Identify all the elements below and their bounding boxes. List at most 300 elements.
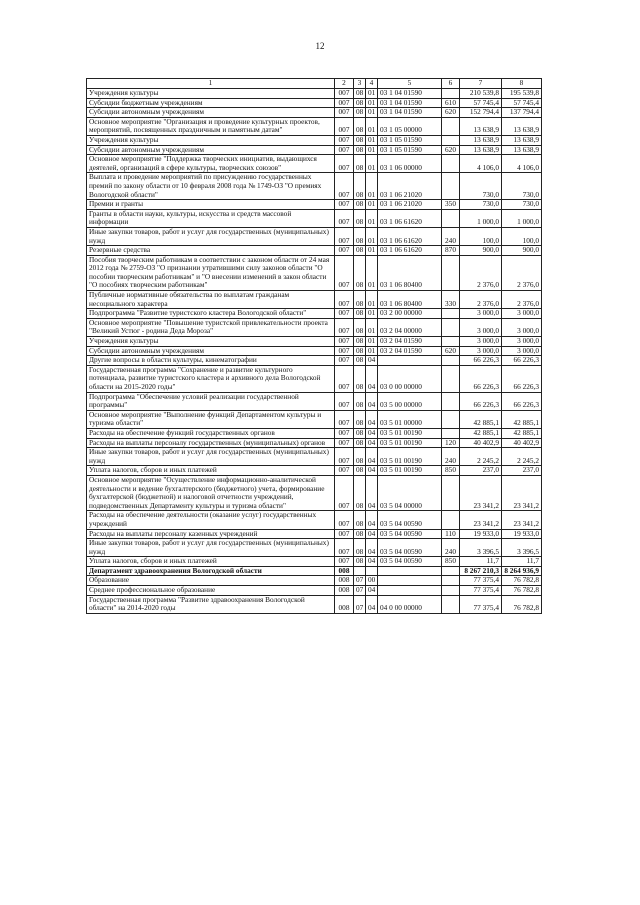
section-code-cell: 08 bbox=[354, 155, 366, 173]
ministry-code-cell: 007 bbox=[335, 392, 354, 410]
subsection-code-cell: 01 bbox=[366, 346, 378, 356]
subsection-code-cell: 01 bbox=[366, 227, 378, 245]
subsection-code-cell: 01 bbox=[366, 200, 378, 210]
amount-year1-cell: 66 226,3 bbox=[460, 392, 502, 410]
ministry-code-cell: 007 bbox=[335, 309, 354, 319]
item-name-cell: Гранты в области науки, культуры, искусства и средств массовой информации bbox=[87, 209, 335, 227]
subsection-code-cell: 04 bbox=[366, 466, 378, 476]
section-code-cell: 08 bbox=[354, 200, 366, 210]
amount-year2-cell: 76 782,8 bbox=[502, 595, 542, 613]
section-code-cell: 08 bbox=[354, 475, 366, 510]
section-code-cell: 08 bbox=[354, 428, 366, 438]
item-name-cell: Среднее профессиональное образование bbox=[87, 586, 335, 596]
section-code-cell: 08 bbox=[354, 227, 366, 245]
subsection-code-cell: 01 bbox=[366, 318, 378, 336]
amount-year1-cell: 3 000,0 bbox=[460, 309, 502, 319]
target-article-cell: 03 2 04 00000 bbox=[378, 318, 442, 336]
expense-type-cell: 850 bbox=[442, 466, 460, 476]
target-article-cell: 03 2 04 01590 bbox=[378, 337, 442, 347]
ministry-code-cell: 007 bbox=[335, 173, 354, 200]
amount-year2-cell: 2 376,0 bbox=[502, 291, 542, 309]
expense-type-cell bbox=[442, 117, 460, 135]
target-article-cell: 03 1 06 21020 bbox=[378, 200, 442, 210]
amount-year1-cell: 3 000,0 bbox=[460, 337, 502, 347]
target-article-cell: 03 1 05 01590 bbox=[378, 135, 442, 145]
subsection-code-cell: 01 bbox=[366, 173, 378, 200]
amount-year2-cell: 42 885,1 bbox=[502, 428, 542, 438]
amount-year1-cell: 1 000,0 bbox=[460, 209, 502, 227]
subsection-code-cell: 01 bbox=[366, 255, 378, 290]
target-article-cell: 03 1 05 00000 bbox=[378, 117, 442, 135]
section-code-cell: 08 bbox=[354, 410, 366, 428]
amount-year2-cell: 900,0 bbox=[502, 246, 542, 256]
ministry-code-cell: 007 bbox=[335, 291, 354, 309]
expense-type-cell: 610 bbox=[442, 98, 460, 108]
subsection-code-cell: 00 bbox=[366, 576, 378, 586]
subsection-code-cell bbox=[366, 566, 378, 576]
item-name-cell: Основное мероприятие "Осуществление информационно-аналитической деятельности и ведение бухгалтерского (бюджетного) учета, формирование бухгалтерской (бюджетной) и налоговой отчетности учреждений, подведомственных Департаменту культуры и туризма области" bbox=[87, 475, 335, 510]
amount-year1-cell: 57 745,4 bbox=[460, 98, 502, 108]
column-number: 2 bbox=[335, 79, 354, 89]
amount-year1-cell: 42 885,1 bbox=[460, 428, 502, 438]
amount-year1-cell: 66 226,3 bbox=[460, 365, 502, 392]
amount-year2-cell: 42 885,1 bbox=[502, 410, 542, 428]
amount-year1-cell: 2 376,0 bbox=[460, 291, 502, 309]
amount-year2-cell: 237,0 bbox=[502, 466, 542, 476]
page-number: 12 bbox=[315, 41, 325, 51]
subsection-code-cell: 04 bbox=[366, 448, 378, 466]
ministry-code-cell: 007 bbox=[335, 135, 354, 145]
subsection-code-cell: 01 bbox=[366, 155, 378, 173]
table-row bbox=[87, 318, 542, 336]
subsection-code-cell: 01 bbox=[366, 145, 378, 155]
item-name-cell: Расходы на выплаты персоналу государственных (муниципальных) органов bbox=[87, 438, 335, 448]
section-code-cell: 08 bbox=[354, 209, 366, 227]
subsection-code-cell: 01 bbox=[366, 108, 378, 118]
amount-year1-cell: 2 245,2 bbox=[460, 448, 502, 466]
item-name-cell: Государственная программа "Развитие здравоохранения Вологодской области" на 2014-2020 годы bbox=[87, 595, 335, 613]
subsection-code-cell: 01 bbox=[366, 337, 378, 347]
amount-year1-cell: 13 638,9 bbox=[460, 117, 502, 135]
table-row bbox=[87, 145, 542, 155]
target-article-cell bbox=[378, 566, 442, 576]
expense-type-cell: 240 bbox=[442, 227, 460, 245]
table-row bbox=[87, 566, 542, 576]
table-row bbox=[87, 529, 542, 539]
item-name-cell: Расходы на обеспечение деятельности (оказание услуг) государственных учреждений bbox=[87, 511, 335, 529]
amount-year1-cell: 3 396,5 bbox=[460, 539, 502, 557]
target-article-cell: 03 1 06 21020 bbox=[378, 173, 442, 200]
table-row bbox=[87, 255, 542, 290]
subsection-code-cell: 04 bbox=[366, 586, 378, 596]
expense-type-cell bbox=[442, 309, 460, 319]
amount-year2-cell: 76 782,8 bbox=[502, 576, 542, 586]
ministry-code-cell: 007 bbox=[335, 209, 354, 227]
item-name-cell: Иные закупки товаров, работ и услуг для государственных (муниципальных) нужд bbox=[87, 539, 335, 557]
amount-year1-cell: 13 638,9 bbox=[460, 145, 502, 155]
expense-type-cell bbox=[442, 356, 460, 366]
ministry-code-cell: 007 bbox=[335, 318, 354, 336]
column-number: 1 bbox=[87, 79, 335, 89]
ministry-code-cell: 007 bbox=[335, 511, 354, 529]
table-row bbox=[87, 557, 542, 567]
section-code-cell: 07 bbox=[354, 576, 366, 586]
expense-type-cell: 350 bbox=[442, 200, 460, 210]
column-number: 7 bbox=[460, 79, 502, 89]
section-code-cell: 08 bbox=[354, 356, 366, 366]
amount-year2-cell: 2 245,2 bbox=[502, 448, 542, 466]
subsection-code-cell: 04 bbox=[366, 529, 378, 539]
target-article-cell: 03 1 04 01590 bbox=[378, 98, 442, 108]
amount-year2-cell: 3 000,0 bbox=[502, 346, 542, 356]
target-article-cell: 03 1 06 00000 bbox=[378, 155, 442, 173]
subsection-code-cell: 04 bbox=[366, 539, 378, 557]
item-name-cell: Субсидии автономным учреждениям bbox=[87, 145, 335, 155]
expense-type-cell bbox=[442, 135, 460, 145]
item-name-cell: Пособия творческим работникам в соответствии с законом области от 24 мая 2012 года № 2759-ОЗ "О признании утратившими силу законов области "О пособии творческим работникам" и "О внесении изменений в закон области "О пособиях творческим работникам" bbox=[87, 255, 335, 290]
item-name-cell: Уплата налогов, сборов и иных платежей bbox=[87, 557, 335, 567]
subsection-code-cell: 04 bbox=[366, 356, 378, 366]
amount-year1-cell: 237,0 bbox=[460, 466, 502, 476]
section-code-cell: 08 bbox=[354, 89, 366, 99]
section-code-cell: 08 bbox=[354, 98, 366, 108]
target-article-cell: 03 1 04 01590 bbox=[378, 108, 442, 118]
section-code-cell: 08 bbox=[354, 438, 366, 448]
amount-year1-cell: 4 106,0 bbox=[460, 155, 502, 173]
ministry-code-cell: 007 bbox=[335, 346, 354, 356]
section-code-cell: 08 bbox=[354, 173, 366, 200]
item-name-cell: Государственная программа "Сохранение и развитие культурного потенциала, развитие туристского кластера и архивного дела Вологодской области на 2015-2020 годы" bbox=[87, 365, 335, 392]
target-article-cell: 03 5 01 00190 bbox=[378, 438, 442, 448]
subsection-code-cell: 01 bbox=[366, 117, 378, 135]
amount-year2-cell: 8 264 936,9 bbox=[502, 566, 542, 576]
target-article-cell: 03 2 04 01590 bbox=[378, 346, 442, 356]
item-name-cell: Субсидии автономным учреждениям bbox=[87, 346, 335, 356]
ministry-code-cell: 007 bbox=[335, 410, 354, 428]
table-row bbox=[87, 135, 542, 145]
subsection-code-cell: 04 bbox=[366, 475, 378, 510]
section-code-cell: 08 bbox=[354, 309, 366, 319]
amount-year1-cell: 8 267 210,3 bbox=[460, 566, 502, 576]
expense-type-cell: 850 bbox=[442, 557, 460, 567]
section-code-cell: 08 bbox=[354, 365, 366, 392]
expense-type-cell bbox=[442, 365, 460, 392]
section-code-cell: 07 bbox=[354, 595, 366, 613]
item-name-cell: Основное мероприятие "Выполнение функций Департаментом культуры и туризма области" bbox=[87, 410, 335, 428]
amount-year2-cell: 76 782,8 bbox=[502, 586, 542, 596]
amount-year1-cell: 2 376,0 bbox=[460, 255, 502, 290]
amount-year1-cell: 3 000,0 bbox=[460, 346, 502, 356]
amount-year1-cell: 730,0 bbox=[460, 200, 502, 210]
amount-year1-cell: 3 000,0 bbox=[460, 318, 502, 336]
item-name-cell: Субсидии автономным учреждениям bbox=[87, 108, 335, 118]
section-code-cell: 08 bbox=[354, 145, 366, 155]
target-article-cell: 03 1 06 61620 bbox=[378, 246, 442, 256]
expense-type-cell bbox=[442, 255, 460, 290]
expense-type-cell bbox=[442, 511, 460, 529]
target-article-cell: 04 0 00 00000 bbox=[378, 595, 442, 613]
section-code-cell bbox=[354, 566, 366, 576]
item-name-cell: Уплата налогов, сборов и иных платежей bbox=[87, 466, 335, 476]
item-name-cell: Премии и гранты bbox=[87, 200, 335, 210]
column-number: 4 bbox=[366, 79, 378, 89]
section-code-cell: 08 bbox=[354, 117, 366, 135]
item-name-cell: Учреждения культуры bbox=[87, 337, 335, 347]
amount-year2-cell: 66 226,3 bbox=[502, 365, 542, 392]
item-name-cell: Основное мероприятие "Поддержка творческих инициатив, выдающихся деятелей, организаций в сфере культуры, творческих союзов" bbox=[87, 155, 335, 173]
amount-year1-cell: 42 885,1 bbox=[460, 410, 502, 428]
amount-year2-cell: 195 539,8 bbox=[502, 89, 542, 99]
item-name-cell: Подпрограмма "Обеспечение условий реализации государственной программы" bbox=[87, 392, 335, 410]
table-row bbox=[87, 392, 542, 410]
expense-type-cell bbox=[442, 173, 460, 200]
amount-year2-cell: 3 000,0 bbox=[502, 309, 542, 319]
subsection-code-cell: 04 bbox=[366, 595, 378, 613]
subsection-code-cell: 04 bbox=[366, 392, 378, 410]
amount-year2-cell: 100,0 bbox=[502, 227, 542, 245]
section-code-cell: 08 bbox=[354, 135, 366, 145]
item-name-cell: Выплата и проведение мероприятий по присуждению государственных премий по закону области от 10 февраля 2008 года № 1749-ОЗ "О премиях Вологодской области" bbox=[87, 173, 335, 200]
amount-year2-cell: 11,7 bbox=[502, 557, 542, 567]
table-row bbox=[87, 448, 542, 466]
section-code-cell: 08 bbox=[354, 466, 366, 476]
section-code-cell: 08 bbox=[354, 511, 366, 529]
ministry-code-cell: 007 bbox=[335, 529, 354, 539]
ministry-code-cell: 007 bbox=[335, 145, 354, 155]
expense-type-cell bbox=[442, 155, 460, 173]
ministry-code-cell: 008 bbox=[335, 576, 354, 586]
ministry-code-cell: 007 bbox=[335, 475, 354, 510]
item-name-cell: Резервные средства bbox=[87, 246, 335, 256]
amount-year1-cell: 23 341,2 bbox=[460, 475, 502, 510]
table-row bbox=[87, 356, 542, 366]
section-code-cell: 08 bbox=[354, 108, 366, 118]
subsection-code-cell: 01 bbox=[366, 291, 378, 309]
item-name-cell: Иные закупки товаров, работ и услуг для государственных (муниципальных) нужд bbox=[87, 448, 335, 466]
column-number: 8 bbox=[502, 79, 542, 89]
expense-type-cell: 240 bbox=[442, 448, 460, 466]
item-name-cell: Основное мероприятие "Повышение туристской привлекательности проекта "Великий Устюг - родина Деда Мороза" bbox=[87, 318, 335, 336]
table-row bbox=[87, 200, 542, 210]
item-name-cell: Подпрограмма "Развитие туристского кластера Вологодской области" bbox=[87, 309, 335, 319]
ministry-code-cell: 007 bbox=[335, 155, 354, 173]
amount-year2-cell: 3 000,0 bbox=[502, 318, 542, 336]
target-article-cell: 03 5 01 00000 bbox=[378, 410, 442, 428]
section-code-cell: 08 bbox=[354, 246, 366, 256]
amount-year2-cell: 2 376,0 bbox=[502, 255, 542, 290]
target-article-cell: 03 5 04 00000 bbox=[378, 475, 442, 510]
amount-year2-cell: 3 000,0 bbox=[502, 337, 542, 347]
table-row bbox=[87, 155, 542, 173]
amount-year2-cell: 730,0 bbox=[502, 200, 542, 210]
amount-year2-cell: 3 396,5 bbox=[502, 539, 542, 557]
ministry-code-cell: 007 bbox=[335, 255, 354, 290]
ministry-code-cell: 007 bbox=[335, 448, 354, 466]
subsection-code-cell: 01 bbox=[366, 135, 378, 145]
section-code-cell: 08 bbox=[354, 318, 366, 336]
subsection-code-cell: 04 bbox=[366, 557, 378, 567]
expense-type-cell: 240 bbox=[442, 539, 460, 557]
budget-table-body bbox=[87, 79, 542, 614]
table-row bbox=[87, 173, 542, 200]
section-code-cell: 08 bbox=[354, 539, 366, 557]
target-article-cell: 03 2 00 00000 bbox=[378, 309, 442, 319]
ministry-code-cell: 007 bbox=[335, 246, 354, 256]
item-name-cell: Публичные нормативные обязательства по выплатам гражданам несоциального характера bbox=[87, 291, 335, 309]
amount-year2-cell: 1 000,0 bbox=[502, 209, 542, 227]
table-row bbox=[87, 117, 542, 135]
table-row bbox=[87, 98, 542, 108]
expense-type-cell bbox=[442, 410, 460, 428]
target-article-cell: 03 5 04 00590 bbox=[378, 539, 442, 557]
item-name-cell: Расходы на обеспечение функций государственных органов bbox=[87, 428, 335, 438]
item-name-cell: Субсидии бюджетным учреждениям bbox=[87, 98, 335, 108]
expense-type-cell: 330 bbox=[442, 291, 460, 309]
table-row bbox=[87, 428, 542, 438]
ministry-code-cell: 007 bbox=[335, 438, 354, 448]
section-code-cell: 08 bbox=[354, 557, 366, 567]
table-row bbox=[87, 410, 542, 428]
ministry-code-cell: 007 bbox=[335, 539, 354, 557]
expense-type-cell bbox=[442, 428, 460, 438]
amount-year1-cell: 100,0 bbox=[460, 227, 502, 245]
target-article-cell: 03 5 01 00190 bbox=[378, 448, 442, 466]
ministry-code-cell: 007 bbox=[335, 98, 354, 108]
expense-type-cell bbox=[442, 209, 460, 227]
amount-year1-cell: 77 375,4 bbox=[460, 595, 502, 613]
target-article-cell: 03 5 04 00590 bbox=[378, 529, 442, 539]
target-article-cell: 03 1 06 80400 bbox=[378, 255, 442, 290]
table-row bbox=[87, 475, 542, 510]
ministry-code-cell: 007 bbox=[335, 89, 354, 99]
column-number: 6 bbox=[442, 79, 460, 89]
subsection-code-cell: 01 bbox=[366, 309, 378, 319]
ministry-code-cell: 007 bbox=[335, 428, 354, 438]
item-name-cell: Расходы на выплаты персоналу казенных учреждений bbox=[87, 529, 335, 539]
amount-year2-cell: 13 638,9 bbox=[502, 117, 542, 135]
item-name-cell: Образование bbox=[87, 576, 335, 586]
expense-type-cell bbox=[442, 595, 460, 613]
item-name-cell: Основное мероприятие "Организация и проведение культурных проектов, мероприятий, посвященных праздничным и памятным датам" bbox=[87, 117, 335, 135]
target-article-cell: 03 5 04 00590 bbox=[378, 557, 442, 567]
subsection-code-cell: 01 bbox=[366, 209, 378, 227]
table-row bbox=[87, 438, 542, 448]
item-name-cell: Другие вопросы в области культуры, кинематографии bbox=[87, 356, 335, 366]
amount-year2-cell: 66 226,3 bbox=[502, 356, 542, 366]
amount-year1-cell: 40 402,9 bbox=[460, 438, 502, 448]
ministry-code-cell: 007 bbox=[335, 108, 354, 118]
amount-year1-cell: 66 226,3 bbox=[460, 356, 502, 366]
subsection-code-cell: 04 bbox=[366, 438, 378, 448]
expense-type-cell bbox=[442, 576, 460, 586]
item-name-cell: Иные закупки товаров, работ и услуг для государственных (муниципальных) нужд bbox=[87, 227, 335, 245]
ministry-code-cell: 007 bbox=[335, 356, 354, 366]
table-row bbox=[87, 346, 542, 356]
table-row bbox=[87, 309, 542, 319]
section-code-cell: 08 bbox=[354, 291, 366, 309]
amount-year1-cell: 210 539,8 bbox=[460, 89, 502, 99]
subsection-code-cell: 01 bbox=[366, 246, 378, 256]
amount-year2-cell: 137 794,4 bbox=[502, 108, 542, 118]
table-row bbox=[87, 511, 542, 529]
amount-year1-cell: 77 375,4 bbox=[460, 586, 502, 596]
table-row bbox=[87, 576, 542, 586]
amount-year1-cell: 23 341,2 bbox=[460, 511, 502, 529]
table-row bbox=[87, 89, 542, 99]
subsection-code-cell: 04 bbox=[366, 511, 378, 529]
ministry-code-cell: 008 bbox=[335, 595, 354, 613]
ministry-code-cell: 008 bbox=[335, 566, 354, 576]
amount-year1-cell: 77 375,4 bbox=[460, 576, 502, 586]
target-article-cell: 03 1 06 61620 bbox=[378, 227, 442, 245]
column-number: 3 bbox=[354, 79, 366, 89]
expense-type-cell bbox=[442, 475, 460, 510]
section-code-cell: 08 bbox=[354, 448, 366, 466]
table-row bbox=[87, 539, 542, 557]
amount-year1-cell: 730,0 bbox=[460, 173, 502, 200]
ministry-code-cell: 007 bbox=[335, 117, 354, 135]
target-article-cell: 03 1 05 01590 bbox=[378, 145, 442, 155]
section-code-cell: 08 bbox=[354, 392, 366, 410]
section-code-cell: 08 bbox=[354, 346, 366, 356]
item-name-cell: Учреждения культуры bbox=[87, 89, 335, 99]
amount-year2-cell: 13 638,9 bbox=[502, 145, 542, 155]
target-article-cell: 03 1 04 01590 bbox=[378, 89, 442, 99]
subsection-code-cell: 01 bbox=[366, 98, 378, 108]
subsection-code-cell: 04 bbox=[366, 365, 378, 392]
section-code-cell: 08 bbox=[354, 337, 366, 347]
expense-type-cell: 620 bbox=[442, 108, 460, 118]
table-row bbox=[87, 227, 542, 245]
ministry-code-cell: 007 bbox=[335, 466, 354, 476]
section-code-cell: 08 bbox=[354, 529, 366, 539]
amount-year1-cell: 13 638,9 bbox=[460, 135, 502, 145]
subsection-code-cell: 01 bbox=[366, 89, 378, 99]
budget-table bbox=[86, 78, 542, 614]
expense-type-cell bbox=[442, 337, 460, 347]
table-row bbox=[87, 291, 542, 309]
amount-year1-cell: 19 933,0 bbox=[460, 529, 502, 539]
amount-year2-cell: 13 638,9 bbox=[502, 135, 542, 145]
subsection-code-cell: 04 bbox=[366, 428, 378, 438]
ministry-code-cell: 007 bbox=[335, 365, 354, 392]
target-article-cell bbox=[378, 576, 442, 586]
table-row bbox=[87, 337, 542, 347]
amount-year1-cell: 152 794,4 bbox=[460, 108, 502, 118]
amount-year2-cell: 4 106,0 bbox=[502, 155, 542, 173]
table-row bbox=[87, 365, 542, 392]
expense-type-cell: 120 bbox=[442, 438, 460, 448]
target-article-cell: 03 5 00 00000 bbox=[378, 392, 442, 410]
item-name-cell: Департамент здравоохранения Вологодской области bbox=[87, 566, 335, 576]
target-article-cell: 03 1 06 61620 bbox=[378, 209, 442, 227]
amount-year2-cell: 23 341,2 bbox=[502, 475, 542, 510]
table-row bbox=[87, 209, 542, 227]
amount-year1-cell: 900,0 bbox=[460, 246, 502, 256]
column-number: 5 bbox=[378, 79, 442, 89]
amount-year2-cell: 66 226,3 bbox=[502, 392, 542, 410]
expense-type-cell bbox=[442, 392, 460, 410]
table-row bbox=[87, 108, 542, 118]
expense-type-cell bbox=[442, 586, 460, 596]
ministry-code-cell: 007 bbox=[335, 557, 354, 567]
amount-year2-cell: 23 341,2 bbox=[502, 511, 542, 529]
expense-type-cell: 870 bbox=[442, 246, 460, 256]
table-row bbox=[87, 246, 542, 256]
amount-year2-cell: 730,0 bbox=[502, 173, 542, 200]
expense-type-cell: 620 bbox=[442, 145, 460, 155]
expense-type-cell bbox=[442, 89, 460, 99]
